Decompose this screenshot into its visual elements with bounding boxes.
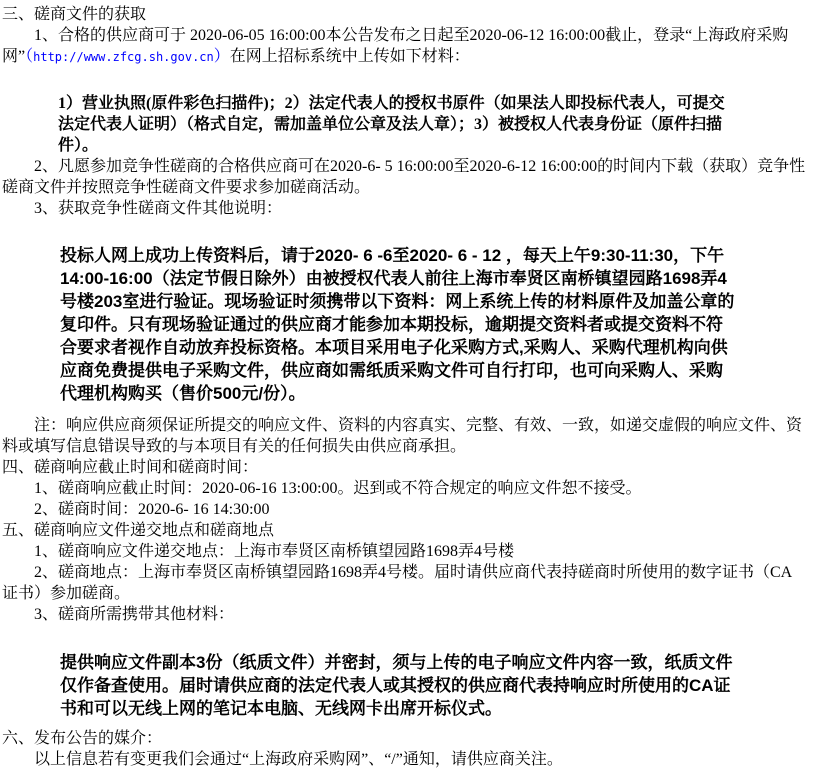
paragraph-response-deadline: 1、磋商响应截止时间：2020-06-16 13:00:00。迟到或不符合规定的响应文件恕不接受。 (34, 480, 642, 497)
section-heading-4: 四、磋商响应截止时间和磋商时间： (2, 459, 259, 476)
link-paren-open: （ (25, 48, 34, 65)
upload-materials-block: 1）营业执照(原件彩色扫描件)；2）法定代表人的授权书原件（如果法人即投标代表人，可提交法定代表人证明）（格式自定，需加盖单位公章及法人章）；3）被授权人代表身份证（原件扫描件）。 (58, 95, 725, 154)
section-heading-5: 五、磋商响应文件递交地点和磋商地点 (2, 522, 275, 539)
procurement-site-link[interactable]: http://www.zfcg.sh.gov.cn (33, 50, 214, 64)
paragraph-other-notes-label: 3、获取竞争性磋商文件其他说明： (34, 200, 283, 217)
section-heading-3: 三、磋商文件的获取 (2, 6, 147, 23)
paragraph-consultation-time: 2、磋商时间：2020-6- 16 14:30:00 (34, 501, 270, 518)
paragraph-change-notice: 以上信息若有变更我们会通过“上海政府采购网”、“/”通知，请供应商关注。 (34, 751, 563, 768)
verification-notice-block: 投标人网上成功上传资料后，请于2020- 6 -6至2020- 6 - 12 ，每天上午9:30-11:30，下午14:00-16:00（法定节假日除外）由被授权代表人前往上海市奉贤区南桥镇望园路1698弄4号楼203室进行验证。现场验证时须携带以下资料：网上系统上传的材料原件及加盖公章的复印件。只有现场验证通过的供应商才能参加本期投标，逾期提交资料者或提交资料不符合要求者视作自动放弃投标资格。本项目采用电子化采购方式,采购人、采购代理机构向供应商免费提供电子采购文件，供应商如需纸质采购文件可自行打印，也可向采购人、采购代理机构购买（售价500元/份）。 (60, 246, 735, 403)
paragraph-download-period: 2、凡愿参加竞争性磋商的合格供应商可在2020-6- 5 16:00:00至2020-6-12 16:00:00的时间内下载（获取）竞争性磋商文件并按照竞争性磋商文件要求参加磋商活动。 (2, 158, 806, 196)
paragraph-registration (2, 25, 806, 68)
paper-copies-notice-block: 提供响应文件副本3份（纸质文件）并密封，须与上传的电子响应文件内容一致，纸质文件仅作备查使用。届时请供应商的法定代表人或其授权的供应商代表持响应时所使用的CA证书和可以无线上网的笔记本电脑、无线网卡出席开标仪式。 (60, 653, 733, 718)
paragraph-submission-address: 1、磋商响应文件递交地点：上海市奉贤区南桥镇望园路1698弄4号楼 (34, 543, 515, 560)
paragraph-text: 1、合格的供应商可于 2020-06-05 16:00:00本公告发布之日起至2020-06-12 16:00:00截止，登录“上海政府采购网” (2, 27, 789, 65)
paragraph-consultation-address: 2、磋商地点：上海市奉贤区南桥镇望园路1698弄4号楼。届时请供应商代表持磋商时所使用的数字证书（CA证书）参加磋商。 (2, 564, 793, 602)
paragraph-other-materials-label: 3、磋商所需携带其他材料： (34, 606, 235, 623)
link-paren-close: ） (213, 48, 230, 65)
link-wrapper (25, 48, 230, 65)
paragraph-note-disclaimer: 注：响应供应商须保证所提交的响应文件、资料的内容真实、完整、有效、一致，如递交虚假的响应文件、资料或填写信息错误导致的与本项目有关的任何损失由供应商承担。 (2, 417, 803, 455)
paragraph-text: 在网上招标系统中上传如下材料： (229, 48, 470, 65)
section-heading-6: 六、发布公告的媒介： (2, 730, 163, 747)
